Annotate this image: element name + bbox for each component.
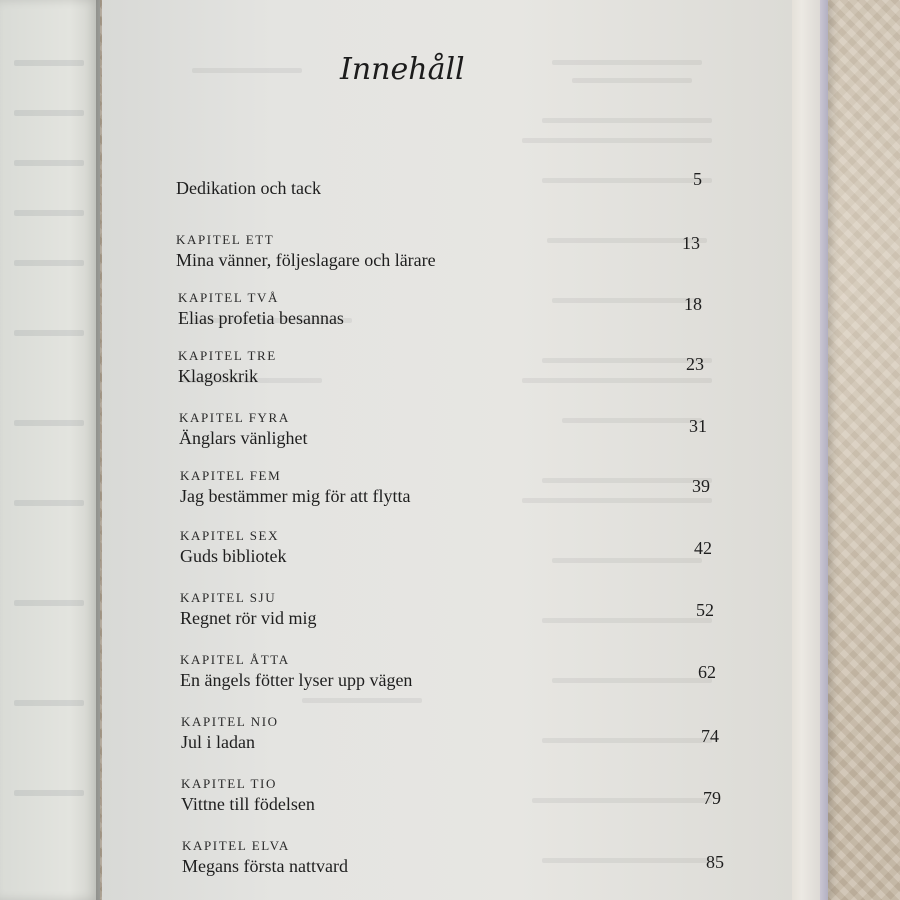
left-page — [0, 0, 100, 900]
left-page-text-line — [14, 160, 84, 166]
show-through-line — [552, 60, 702, 65]
left-page-text-line — [14, 330, 84, 336]
toc-entry — [179, 410, 729, 449]
toc-chapter-label: KAPITEL SJU — [180, 590, 277, 605]
toc-entry-page: 39 — [692, 476, 710, 496]
toc-entry — [180, 590, 730, 629]
left-page-text-line — [14, 700, 84, 706]
toc-chapter-label: KAPITEL TIO — [181, 776, 277, 791]
show-through-line — [302, 698, 422, 703]
left-page-text-line — [14, 110, 84, 116]
toc-entry-page: 23 — [686, 354, 704, 374]
toc-entry-name: Jag bestämmer mig för att flytta — [180, 486, 411, 506]
left-page-text-line — [14, 500, 84, 506]
toc-entry-page: 5 — [693, 169, 702, 189]
toc-entry-name: Regnet rör vid mig — [180, 608, 317, 628]
left-page-text-line — [14, 600, 84, 606]
toc-entry-name: Änglars vänlighet — [179, 428, 308, 448]
toc-entry — [176, 232, 726, 271]
toc-entry — [178, 290, 728, 329]
toc-chapter-label: KAPITEL NIO — [181, 714, 279, 729]
toc-entry-page: 13 — [682, 233, 700, 253]
toc-entry-name: Klagoskrik — [178, 366, 258, 386]
show-through-line — [522, 138, 712, 143]
toc-entry — [181, 714, 731, 753]
toc-entry-page: 18 — [684, 294, 702, 314]
left-page-text-line — [14, 420, 84, 426]
toc-entry-page: 79 — [703, 788, 721, 808]
toc-entry — [178, 348, 728, 387]
toc-chapter-label: KAPITEL ELVA — [182, 838, 290, 853]
toc-entry-page: 31 — [689, 416, 707, 436]
contents-page — [102, 0, 792, 900]
toc-entry — [180, 468, 730, 507]
show-through-line — [572, 78, 692, 83]
toc-entry — [182, 838, 732, 877]
left-page-text-line — [14, 60, 84, 66]
toc-entry — [176, 169, 726, 199]
toc-entry — [180, 528, 730, 567]
show-through-line — [192, 68, 302, 73]
toc-entry-page: 74 — [701, 726, 719, 746]
toc-chapter-label: KAPITEL TRE — [178, 348, 277, 363]
toc-entry-name: Megans första nattvard — [182, 856, 348, 876]
book-cover-edge — [820, 0, 828, 900]
left-page-text-line — [14, 790, 84, 796]
left-page-text-line — [14, 210, 84, 216]
toc-entry-name: Dedikation och tack — [176, 178, 321, 198]
toc-chapter-label: KAPITEL ÅTTA — [180, 652, 290, 667]
toc-entry-name: Jul i ladan — [181, 732, 255, 752]
toc-chapter-label: KAPITEL SEX — [180, 528, 280, 543]
toc-chapter-label: KAPITEL ETT — [176, 232, 275, 247]
toc-chapter-label: KAPITEL FYRA — [179, 410, 290, 425]
toc-entry-page: 85 — [706, 852, 724, 872]
toc-entry-name: Guds bibliotek — [180, 546, 287, 566]
toc-entry-page: 62 — [698, 662, 716, 682]
toc-entry-name: Vittne till födelsen — [181, 794, 315, 814]
show-through-line — [542, 118, 712, 123]
contents-title: Innehåll — [340, 52, 465, 87]
toc-chapter-label: KAPITEL FEM — [180, 468, 282, 483]
toc-entry — [180, 652, 730, 691]
toc-entry-page: 52 — [696, 600, 714, 620]
left-page-text-line — [14, 260, 84, 266]
toc-entry-name: Elias profetia besannas — [178, 308, 344, 328]
toc-entry — [181, 776, 731, 815]
toc-entry-name: En ängels fötter lyser upp vägen — [180, 670, 413, 690]
toc-entry-name: Mina vänner, följeslagare och lärare — [176, 250, 436, 270]
toc-entry-page: 42 — [694, 538, 712, 558]
toc-chapter-label: KAPITEL TVÅ — [178, 290, 280, 305]
